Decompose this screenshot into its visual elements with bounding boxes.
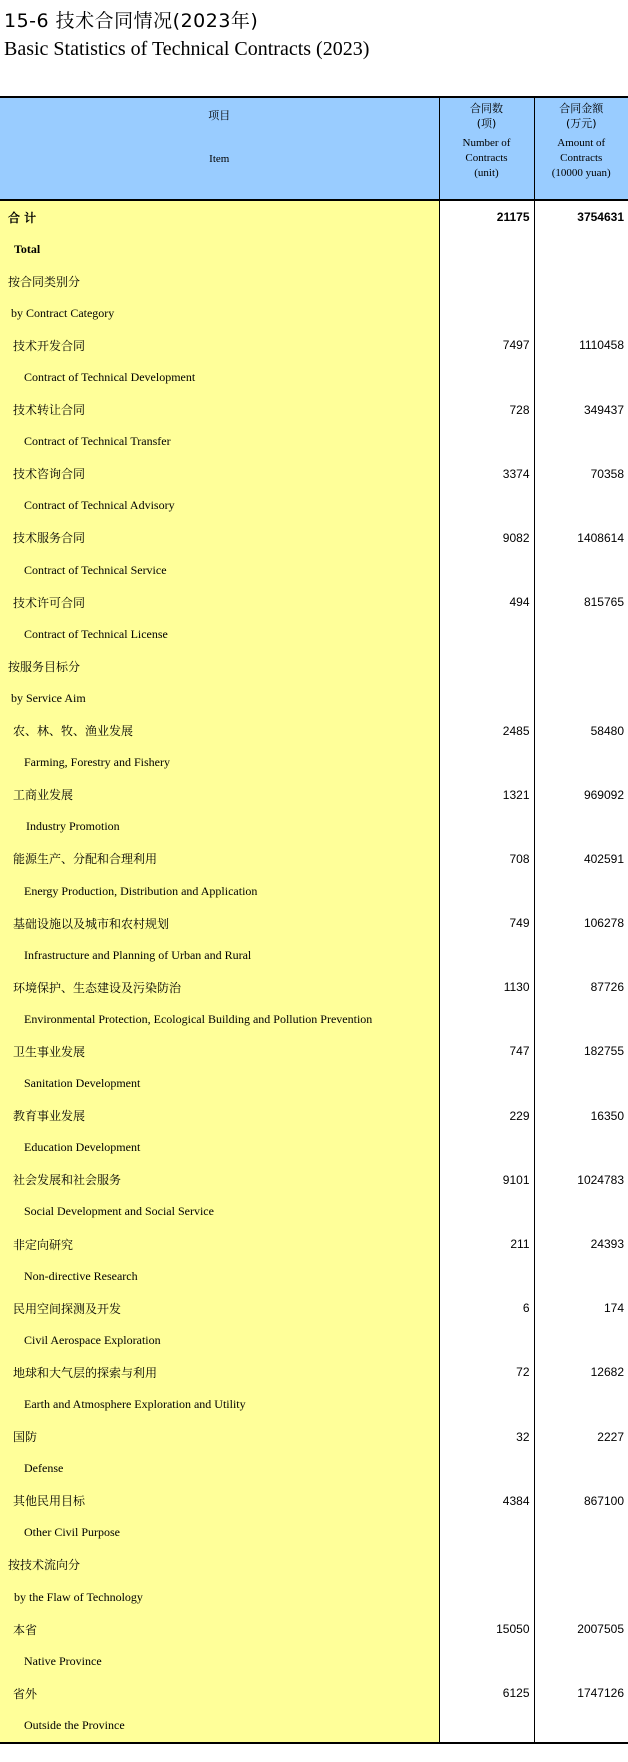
page-title-cn: 15-6 技术合同情况(2023年) [4, 10, 259, 32]
row-label: Civil Aerospace Exploration [0, 1324, 439, 1356]
row-label: 非定向研究 [0, 1228, 439, 1260]
row-label: 其他民用目标 [0, 1485, 439, 1517]
table-row [0, 1517, 628, 1549]
row-number-of-contracts [439, 1388, 534, 1420]
header-number-unit-en: (unit) [474, 167, 499, 179]
table-row [0, 1196, 628, 1228]
row-label: Total [0, 233, 439, 265]
row-amount-of-contracts: 1747126 [577, 1686, 624, 1701]
row-label: 民用空间探测及开发 [0, 1292, 439, 1324]
row-number-of-contracts: 749 [439, 907, 534, 939]
row-label: 国防 [0, 1421, 439, 1453]
row-amount-of-contracts [534, 265, 628, 297]
table-row [0, 1581, 628, 1613]
row-label: Social Development and Social Service [0, 1196, 439, 1228]
row-label: 省外 [0, 1677, 439, 1709]
table-row [0, 200, 628, 233]
row-amount-of-contracts [534, 1260, 628, 1292]
table-row [0, 554, 628, 586]
table-row [0, 361, 628, 393]
header-number-en-1: Number of [462, 137, 511, 149]
table-row [0, 458, 628, 490]
row-number-of-contracts [439, 426, 534, 458]
row-number-of-contracts: 3374 [439, 458, 534, 490]
row-label: Sanitation Development [0, 1068, 439, 1100]
header-item [0, 97, 439, 200]
row-label: Defense [0, 1453, 439, 1485]
table-row [0, 586, 628, 618]
table-row [0, 522, 628, 554]
row-number-of-contracts [439, 650, 534, 682]
row-number-of-contracts: 15050 [439, 1613, 534, 1645]
row-label: 卫生事业发展 [0, 1035, 439, 1067]
row-label: Contract of Technical License [0, 618, 439, 650]
row-number-of-contracts [439, 1581, 534, 1613]
row-amount-of-contracts: 402591 [583, 851, 624, 866]
header-item-cn: 项目 [208, 109, 231, 122]
table-row [0, 939, 628, 971]
table-row [0, 1485, 628, 1517]
table-row [0, 1260, 628, 1292]
row-label: 工商业发展 [0, 779, 439, 811]
row-amount-of-contracts: 3754631 [577, 210, 624, 225]
row-amount-of-contracts [534, 297, 628, 329]
row-number-of-contracts: 6 [439, 1292, 534, 1324]
row-label: Energy Production, Distribution and Application [0, 875, 439, 907]
table-row [0, 1035, 628, 1067]
row-number-of-contracts: 494 [439, 586, 534, 618]
page-title-en: Basic Statistics of Technical Contracts (2023) [4, 38, 370, 60]
row-label: 教育事业发展 [0, 1100, 439, 1132]
row-number-of-contracts: 747 [439, 1035, 534, 1067]
table-row [0, 1324, 628, 1356]
row-number-of-contracts [439, 747, 534, 779]
header-amount-cn: 合同金额 [559, 102, 604, 115]
header-item-en: Item [209, 153, 230, 165]
row-number-of-contracts: 708 [439, 843, 534, 875]
row-number-of-contracts [439, 1709, 534, 1742]
row-number-of-contracts: 728 [439, 394, 534, 426]
row-number-of-contracts [439, 1068, 534, 1100]
row-number-of-contracts [439, 1645, 534, 1677]
table-row [0, 971, 628, 1003]
row-label: 能源生产、分配和合理利用 [0, 843, 439, 875]
table-body [0, 200, 628, 1743]
row-number-of-contracts [439, 618, 534, 650]
row-label: Native Province [0, 1645, 439, 1677]
row-label: Contract of Technical Advisory [0, 490, 439, 522]
row-label: by Service Aim [0, 682, 439, 714]
table-row [0, 1613, 628, 1645]
row-label: Infrastructure and Planning of Urban and Rural [0, 939, 439, 971]
row-amount-of-contracts: 70358 [590, 466, 624, 481]
row-number-of-contracts: 32 [439, 1421, 534, 1453]
table-row [0, 1003, 628, 1035]
row-amount-of-contracts [534, 939, 628, 971]
row-amount-of-contracts: 867100 [583, 1493, 624, 1508]
row-number-of-contracts [439, 1260, 534, 1292]
row-number-of-contracts: 21175 [439, 200, 534, 233]
table-row [0, 1709, 628, 1742]
header-number-unit-cn: (项) [476, 117, 497, 130]
table-row [0, 811, 628, 843]
row-number-of-contracts [439, 1517, 534, 1549]
table-row [0, 1356, 628, 1388]
row-label: 地球和大气层的探索与利用 [0, 1356, 439, 1388]
row-number-of-contracts: 9082 [439, 522, 534, 554]
row-amount-of-contracts [534, 650, 628, 682]
row-number-of-contracts [439, 1324, 534, 1356]
row-amount-of-contracts: 182755 [583, 1044, 624, 1059]
row-number-of-contracts [439, 811, 534, 843]
row-amount-of-contracts: 24393 [590, 1237, 624, 1252]
row-label: Outside the Province [0, 1709, 439, 1742]
row-amount-of-contracts [534, 1388, 628, 1420]
row-number-of-contracts [439, 297, 534, 329]
row-amount-of-contracts [534, 1003, 628, 1035]
table-row [0, 1645, 628, 1677]
row-label: 基础设施以及城市和农村规划 [0, 907, 439, 939]
row-amount-of-contracts [534, 1324, 628, 1356]
row-amount-of-contracts [534, 1453, 628, 1485]
row-amount-of-contracts [534, 1709, 628, 1742]
row-label: Contract of Technical Service [0, 554, 439, 586]
row-number-of-contracts [439, 490, 534, 522]
row-amount-of-contracts [534, 1645, 628, 1677]
table-row [0, 329, 628, 361]
row-number-of-contracts [439, 1003, 534, 1035]
table-row [0, 747, 628, 779]
table-row [0, 618, 628, 650]
header-number-cn: 合同数 [470, 102, 503, 115]
table-row [0, 1132, 628, 1164]
row-amount-of-contracts [534, 1549, 628, 1581]
row-amount-of-contracts [534, 1068, 628, 1100]
table-row [0, 715, 628, 747]
table-row [0, 650, 628, 682]
row-label: Contract of Technical Development [0, 361, 439, 393]
row-amount-of-contracts [534, 233, 628, 265]
row-number-of-contracts: 72 [439, 1356, 534, 1388]
row-number-of-contracts: 211 [439, 1228, 534, 1260]
table-row [0, 682, 628, 714]
row-number-of-contracts [439, 939, 534, 971]
table-row [0, 907, 628, 939]
row-amount-of-contracts: 2227 [597, 1429, 624, 1444]
row-amount-of-contracts [534, 1132, 628, 1164]
row-number-of-contracts [439, 875, 534, 907]
row-label: 技术开发合同 [0, 329, 439, 361]
row-label: by Contract Category [0, 297, 439, 329]
row-amount-of-contracts [534, 490, 628, 522]
row-amount-of-contracts: 1024783 [577, 1172, 624, 1187]
table-row [0, 1677, 628, 1709]
table-row [0, 1388, 628, 1420]
row-label: 技术服务合同 [0, 522, 439, 554]
row-amount-of-contracts [534, 1517, 628, 1549]
row-label: Education Development [0, 1132, 439, 1164]
row-number-of-contracts [439, 554, 534, 586]
row-label: Non-directive Research [0, 1260, 439, 1292]
row-label: 技术咨询合同 [0, 458, 439, 490]
row-amount-of-contracts [534, 682, 628, 714]
row-label: 环境保护、生态建设及污染防治 [0, 971, 439, 1003]
header-amount-unit-cn: (万元) [565, 117, 597, 130]
row-label: 合 计 [0, 200, 439, 233]
row-amount-of-contracts [534, 875, 628, 907]
table-row [0, 1100, 628, 1132]
row-label: 按服务目标分 [0, 650, 439, 682]
table-row [0, 843, 628, 875]
row-amount-of-contracts [534, 1581, 628, 1613]
row-number-of-contracts [439, 682, 534, 714]
row-number-of-contracts [439, 1132, 534, 1164]
row-amount-of-contracts: 16350 [590, 1108, 624, 1123]
table-row [0, 297, 628, 329]
header-number-en-2: Contracts [465, 152, 508, 164]
row-amount-of-contracts: 106278 [583, 916, 624, 931]
row-number-of-contracts: 7497 [439, 329, 534, 361]
row-amount-of-contracts: 815765 [583, 595, 624, 610]
table-row [0, 394, 628, 426]
row-label: 按合同类别分 [0, 265, 439, 297]
row-amount-of-contracts [534, 811, 628, 843]
row-amount-of-contracts: 969092 [583, 787, 624, 802]
row-amount-of-contracts: 87726 [590, 980, 624, 995]
row-label: by the Flaw of Technology [0, 1581, 439, 1613]
table-row [0, 1421, 628, 1453]
row-amount-of-contracts [534, 554, 628, 586]
row-amount-of-contracts: 1408614 [577, 530, 624, 545]
row-label: Contract of Technical Transfer [0, 426, 439, 458]
header-amount [534, 97, 628, 200]
table-row [0, 490, 628, 522]
row-amount-of-contracts: 349437 [583, 402, 624, 417]
row-number-of-contracts: 229 [439, 1100, 534, 1132]
row-number-of-contracts [439, 361, 534, 393]
table-row [0, 875, 628, 907]
table-row [0, 265, 628, 297]
row-label: Earth and Atmosphere Exploration and Utility [0, 1388, 439, 1420]
row-amount-of-contracts [534, 747, 628, 779]
row-label: 本省 [0, 1613, 439, 1645]
row-number-of-contracts: 9101 [439, 1164, 534, 1196]
row-amount-of-contracts: 1110458 [579, 338, 624, 353]
row-amount-of-contracts [534, 1196, 628, 1228]
row-number-of-contracts [439, 1196, 534, 1228]
table-row [0, 1453, 628, 1485]
row-amount-of-contracts [534, 426, 628, 458]
row-label: Industry Promotion [0, 811, 439, 843]
contracts-table [0, 96, 628, 1744]
table-row [0, 779, 628, 811]
row-number-of-contracts [439, 1453, 534, 1485]
table-row [0, 1228, 628, 1260]
row-number-of-contracts: 1130 [439, 971, 534, 1003]
row-amount-of-contracts [534, 361, 628, 393]
table-row [0, 233, 628, 265]
row-label: 技术许可合同 [0, 586, 439, 618]
header-amount-unit-en: (10000 yuan) [551, 167, 611, 179]
row-label: Farming, Forestry and Fishery [0, 747, 439, 779]
row-number-of-contracts [439, 233, 534, 265]
table-row [0, 426, 628, 458]
row-number-of-contracts: 6125 [439, 1677, 534, 1709]
row-amount-of-contracts [534, 618, 628, 650]
header-amount-en-1: Amount of [557, 137, 606, 149]
row-number-of-contracts [439, 265, 534, 297]
row-label: 按技术流向分 [0, 1549, 439, 1581]
table-row [0, 1068, 628, 1100]
row-amount-of-contracts: 174 [603, 1301, 624, 1316]
row-amount-of-contracts: 12682 [590, 1365, 624, 1380]
row-label: Other Civil Purpose [0, 1517, 439, 1549]
header-amount-en-2: Contracts [560, 152, 603, 164]
row-label: 农、林、牧、渔业发展 [0, 715, 439, 747]
row-label: 社会发展和社会服务 [0, 1164, 439, 1196]
header-number [439, 97, 534, 200]
row-number-of-contracts [439, 1549, 534, 1581]
table-row [0, 1292, 628, 1324]
row-label: 技术转让合同 [0, 394, 439, 426]
row-amount-of-contracts: 58480 [590, 723, 624, 738]
row-amount-of-contracts: 2007505 [577, 1622, 624, 1637]
row-number-of-contracts: 1321 [439, 779, 534, 811]
contracts-table-container [0, 96, 628, 1744]
table-row [0, 1164, 628, 1196]
row-label: Environmental Protection, Ecological Building and Pollution Prevention [0, 1003, 439, 1035]
row-number-of-contracts: 4384 [439, 1485, 534, 1517]
row-number-of-contracts: 2485 [439, 715, 534, 747]
table-row [0, 1549, 628, 1581]
table-header-row [0, 97, 628, 200]
